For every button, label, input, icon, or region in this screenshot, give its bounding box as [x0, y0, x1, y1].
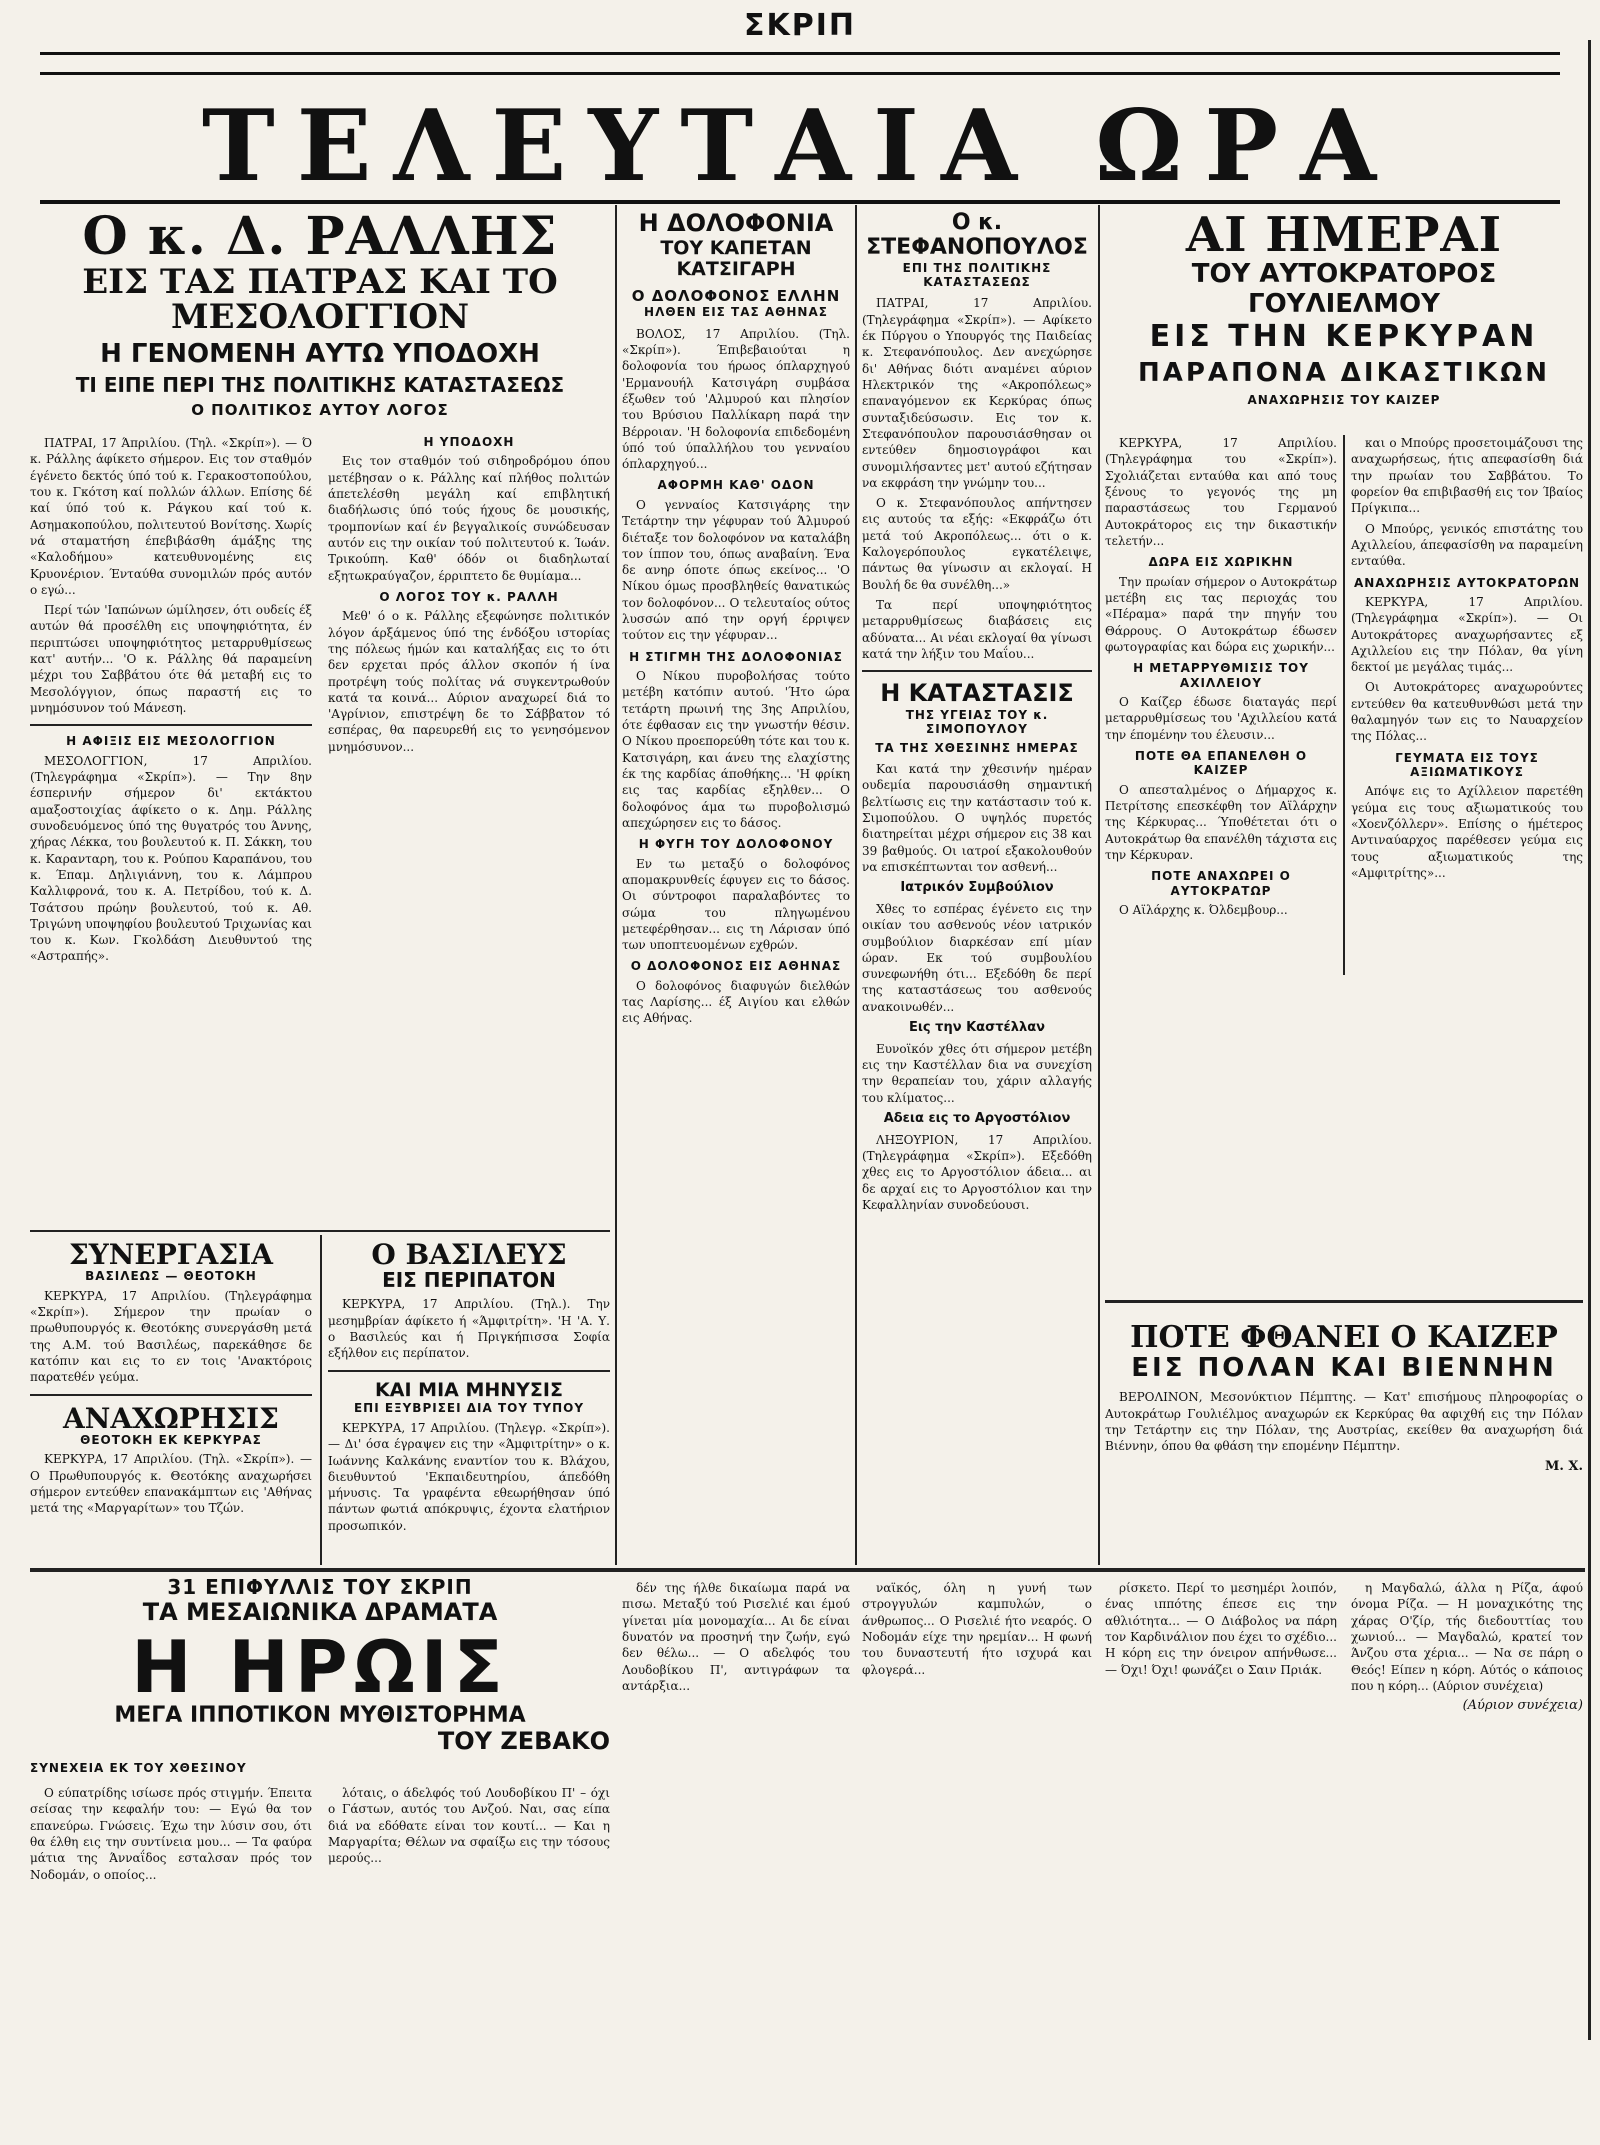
rule: [30, 1394, 312, 1396]
subheadline: ΕΙΣ ΠΕΡΙΠΑΤΟΝ: [382, 1268, 556, 1293]
feuilleton-rule: [30, 1568, 1585, 1572]
section-head: Εις την Καστέλλαν: [908, 1020, 1045, 1036]
paragraph: λόταις, ο άδελφός τού Λουδοβίκου Π' – όχι ο Γάστων, αυτός του Ανζού. Ναι, σας είπα διά να εδόθατε είναι τον κουτί... — Και η Μαργαρίτα; Θέλων να σφαίξω εις την τόσους μερούς...: [328, 1786, 610, 1866]
kaiser-article: [1105, 210, 1583, 1570]
paragraph: Ο δολοφόνος διαφυγών διελθών τας Λαρίσης... έξ Αιγίου και ελθών εις Αθήνας.: [622, 978, 850, 1026]
paragraph: ΛΗΞΟΥΡΙΟΝ, 17 Απριλίου. (Τηλεγράφημα «Σκρίπ»). Εξεδόθη χθες εις το Αργοστόλιον άδεια... αι δε αρχαί εις το Αργοστόλιον και την Κεφαλληνίαν συνοδεύουσι.: [862, 1132, 1092, 1212]
feuilleton-column: [1351, 1580, 1583, 2130]
page-edge-rule: [1588, 40, 1591, 2040]
headline: ΑΝΑΧΩΡΗΣΙΣ: [63, 1401, 279, 1435]
paragraph: ΠΑΤΡΑΙ, 17 Άπριλίου. (Τηλ. «Σκρίπ»). — Ό κ. Ράλλης άφίκετο σήμερον. Εις τον σταθμόν έγένετο δεκτός ύπό τού κ. Γερακοστοπούλου, του κ. Γκότση καί πολλών άλλων. Επίσης δέ καί ύπό τού κ. Ράγκου καί τού κ. Ασημακοπούλου, πολιτευτού Βονίτσης. Χωρίς νά σταματήση έπεβιβάσθη άμάξης της «Καλοδήμου» κατευθυνομένης εις Κρυονέριον. Ένταύθα συνομιλών πρός αυτόν ο εγώ...: [30, 436, 312, 597]
paragraph: δέν της ήλθε δικαίωμα παρά να πισω. Μεταξύ τού Ρισελιέ και έμού γίνεται μία μονομαχία... Αι δε είναι δυνατόν να προσηνή την ζωήν, εγώ δεν θέλω... — Ο αδελφός του Λουδοβίκου Π', αντιγράφων τα αντάρξια...: [622, 1581, 850, 1693]
paragraph: Και κατά την χθεσινήν ημέραν ουδεμία παρουσιάσθη σημαντική βελτίωσις εις την κατάστασιν τού κ. Σιμοπούλου. Ο υψηλός πυρετός διατηρείται μέχρι σήμερον εις 38 και 39 βαθμούς. Οι ιατροί εξακολουθούν να επισκέπτωνται τον ασθενή...: [862, 762, 1092, 874]
feuilleton-number: 31 ΕΠΙΦΥΛΛΙΣ ΤΟΥ ΣΚΡΙΠ: [167, 1575, 473, 1599]
paragraph: ΚΕΡΚΥΡΑ, 17 Απριλίου. (Τηλεγρ. «Σκρίπ»). — Δι' όσα έγραψεν εις την «Άμφιτρίτην» ο κ. Ιωάννης Καλκάνης εναντίον του κ. Βλάχου, διευθυντού 'Εκπαιδευτηρίου, άπεδόθη μήνυσις. Τα γραφέντα εθεωρήθησαν ύπό πάντων φωτιά απόκρυψις, έχοντα ελατήριον προσωπικόν.: [328, 1420, 610, 1533]
paragraph: Ο Μπούρς, γενικός επιστάτης του Αχιλλείου, άπεφασίσθη να παραμείνη ενταύθα.: [1351, 521, 1583, 569]
paragraph: Εις τον σταθμόν τού σιδηροδρόμου όπου μετέβησαν ο κ. Ράλλης καί πλήθος πολιτών άπετελέσθη μεγάλη καί επιβλητική διαδήλωσις ύπό τούς ήχους δε μουσικής, τρομπονίων καί έν βεγγαλικοίς συνώδευσαν αυτόν εις την οικίαν τού πολιτευτού κ. Ίωάν. Τρικούπη. Καθ' όδόν οι διαδηλωταί εξητωκραύγαζον, έρριπτετο δε θυμίαμα...: [328, 454, 610, 583]
kicker: ΤΙ ΕΙΠΕ ΠΕΡΙ ΤΗΣ ΠΟΛΙΤΙΚΗΣ ΚΑΤΑΣΤΑΣΕΩΣ: [75, 372, 565, 397]
subheadline: ΤΟΥ ΚΑΠΕΤΑΝ ΚΑΤΣΙΓΑΡΗ: [660, 236, 812, 281]
section-head: Αδεια εις το Αργοστόλιον: [883, 1110, 1071, 1126]
kicker: ΗΛΘΕΝ ΕΙΣ ΤΑΣ ΑΘΗΝΑΣ: [644, 305, 828, 320]
kicker: Η ΓΕΝΟΜΕΝΗ ΑΥΤΩ ΥΠΟΔΟΧΗ: [100, 338, 540, 369]
section-head: ΠΟΤΕ ΘΑ ΕΠΑΝΕΛΘΗ Ο ΚΑΙΖΕΡ: [1134, 748, 1308, 778]
rule: [328, 1370, 610, 1372]
subheadline: ΕΠΙ ΕΞΥΒΡΙΣΕΙ ΔΙΑ ΤΟΥ ΤΥΠΟΥ: [353, 1401, 585, 1416]
headline: ΑΙ ΗΜΕΡΑΙ: [1185, 210, 1503, 263]
column-rule: [855, 205, 857, 1565]
paragraph: Απόψε εις το Αχίλλειον παρετέθη γεύμα εις τους αξιωματικούς του «Χοενζόλλερν». Επίσης ο ήμέτερος Αντιναύαρχος παρέθεσεν γεύμα εις τους αξιωματικούς της «Αμφιτρίτης»...: [1351, 784, 1583, 881]
stefanopoulos-article: [862, 210, 1092, 1570]
feuilleton-header: [30, 1575, 610, 2135]
rule: [40, 52, 1560, 55]
rule: [40, 72, 1560, 75]
paragraph: Ο απεσταλμένος ο Δήμαρχος κ. Πετρίτσης επεσκέφθη τον Αϊλάρχην της Κέρκυρας... Ύποθέτεται ότι ο Αυτοκράτωρ θα επανέλθη τάχιστα εις την Κέρκυραν.: [1105, 782, 1337, 862]
paragraph: Τα περί υποψηφιότητος μεταρρυθμίσεως διαβάσεις εις αδύνατα... Αι νέαι εκλογαί θα γίνωσι κατά την λήξιν του Μαΐου...: [862, 598, 1092, 661]
paragraph: Εν τω μεταξύ ο δολοφόνος απομακρυνθείς έφυγεν εις το δάσος. Οι σύντροφοι παραλαβόντες το σώμα του πληγωμένου μετεφέρθησαν... εις τη Λάρισαν ύπό των υποπτευομένων εχθρών.: [622, 856, 850, 953]
paragraph: Χθες το εσπέρας έγένετο εις την οικίαν του ασθενούς νέον ιατρικόν συμβούλιον διαρκέσαν επί μίαν ώραν. Εκ τού συμβουλίου συνεφωνήθη ότι... Εξεδόθη δε περί της καταστάσεως του ασθενούς ανακοινωθέν...: [862, 901, 1092, 1014]
paragraph: Ο γενναίος Κατσιγάρης την Τετάρτην την γέφυραν τού Άλμυρού διέταξε τον δολοφόνον να καταλάβη τον ίππον του, όπως αναβαίνη. Ένα δε ανηρ όποτε όπως εκείνος... 'Ο Νίκου όμως προσβληθείς θανατικώς τον δολοφόνον... Ο τελευταίος ούτος λυσσών από την οργή έρριψεν τούτον εις την γέφυραν...: [622, 497, 850, 643]
kicker: ΑΝΑΧΩΡΗΣΙΣ ΤΟΥ ΚΑΙΖΕΡ: [1247, 392, 1441, 407]
paragraph: Ο Καίζερ έδωσε διαταγάς περί μεταρρυθμίσεως του 'Αχιλλείου κατά την έπομένην του έλευσιν...: [1105, 694, 1337, 742]
novel-subtitle: ΜΕΓΑ ΙΠΠΟΤΙΚΟΝ ΜΥΘΙΣΤΟΡΗΜΑ: [114, 1702, 526, 1728]
subheadline: ΕΙΣ ΤΑΣ ΠΑΤΡΑΣ ΚΑΙ ΤΟ ΜΕΣΟΛΟΓΓΙΟΝ: [82, 261, 558, 338]
pola-article: [1105, 1322, 1583, 1474]
paragraph: Την πρωίαν σήμερον ο Αυτοκράτωρ μετέβη εις τας περιοχάς του «Πέραμα» παρά την πηγήν του Θάρρους. Ο Αυτοκράτωρ έδωσεν φωτογραφίας και δώρα εις χωρικήν...: [1105, 574, 1337, 654]
column-rule: [320, 1235, 322, 1565]
section-head: Ιατρικόν Συμβούλιον: [900, 880, 1054, 896]
headline: ΠΟΤΕ ΦΘΑΝΕΙ Ο ΚΑΙΖΕΡ: [1130, 1320, 1558, 1355]
column-rule: [1343, 435, 1345, 975]
paragraph: ΚΕΡΚΥΡΑ, 17 Απριλίου. (Τηλεγράφημα του «Σκρίπ»). Σχολιάζεται ενταύθα και από τους ξένους το γεγονός της μη παραστάσεως του Γερμανού Αυτοκράτορος εις την δικαστικήν τελετήν...: [1105, 436, 1337, 548]
paragraph: ΚΕΡΚΥΡΑ, 17 Απριλίου. (Τηλεγράφημα «Σκρίπ»). Σήμερον την πρωίαν ο πρωθυπουργός κ. Θεοτόκης συνεργάσθη μετά της Α.Μ. τού Βασιλέως, παρεκάθησε δε κατόπιν και εις το εν τοις 'Ανακτόροις παρατεθέν γεύμα.: [30, 1288, 312, 1385]
section-head: ΑΝΑΧΩΡΗΣΙΣ ΑΥΤΟΚΡΑΤΟΡΩΝ: [1353, 575, 1581, 590]
rule: [30, 724, 312, 726]
column-rule: [1098, 205, 1100, 1565]
feuilleton-column: [622, 1580, 850, 2130]
headline: Ο ΒΑΣΙΛΕΥΣ: [371, 1238, 567, 1271]
kicker: ΠΑΡΑΠΟΝΑ ΔΙΚΑΣΤΙΚΩΝ: [1137, 357, 1551, 388]
paragraph: ρίσκετο. Περί το μεσημέρι λοιπόν, ένας ιππότης έπεσε εις την αθλιότητα... — Ο Διάβολος να πάρη τον Καρδινάλιον που έχει το σχέδιο... Η κόρη εις την όνειρον απήνθωσε... — Όχι! Όχι! φωνάζει ο Σαιν Πριάκ.: [1105, 1581, 1337, 1677]
feuilleton-column: [1105, 1580, 1337, 2130]
section-head: Η ΦΥΓΗ ΤΟΥ ΔΟΛΟΦΟΝΟΥ: [638, 837, 834, 852]
kicker: Ο ΠΟΛΙΤΙΚΟΣ ΑΥΤΟΥ ΛΟΓΟΣ: [191, 400, 449, 419]
section-head: Η ΜΕΤΑΡΡΥΘΜΙΣΙΣ ΤΟΥ ΑΧΙΛΛΕΙΟΥ: [1133, 661, 1309, 690]
subheadline: ΘΕΟΤΟΚΗ ΕΚ ΚΕΡΚΥΡΑΣ: [80, 1433, 262, 1448]
paragraph: ΚΕΡΚΥΡΑ, 17 Απριλίου. (Τηλεγράφημα «Σκρίπ»). — Οι Αυτοκράτορες αναχωρήσαντες εξ Αχιλλείου εις την Πόλαν, θα γίνη δεκτοί με μεγάλας τιμάς...: [1351, 594, 1583, 675]
kicker: ΤΑ ΤΗΣ ΧΘΕΣΙΝΗΣ ΗΜΕΡΑΣ: [875, 740, 1079, 755]
headline: ΣΥΝΕΡΓΑΣΙΑ: [69, 1238, 273, 1271]
paragraph: ΚΕΡΚΥΡΑ, 17 Απριλίου. (Τηλ.). Την μεσημβρίαν άφίκετο ή «Άμφιτρίτη». 'Η 'Α. Υ. ο Βασιλεύς και ή Πριγκήπισσα Σοφία εξήλθον εις περίπατον.: [328, 1297, 610, 1361]
rule: [862, 670, 1092, 672]
rule: [40, 200, 1560, 204]
paragraph: Ο εύπατρίδης ισίωσε πρός στιγμήν. Έπειτα σείσας την κεφαλήν του: — Εγώ θα τον επανεύρω. Γνώσεις. Έχω την λύσιν σου, ότι θα έλθη εις την συντίνεια μου... — Τα φαύρα μάτια της Άνναΐδος εσταλσαν πρός τον Νοδομάν, ο οποίος...: [30, 1786, 312, 1882]
signature: Μ. Χ.: [1544, 1458, 1583, 1474]
section-head: ΔΩΡΑ ΕΙΣ ΧΩΡΙΚΗΝ: [1148, 555, 1294, 570]
feuilleton-column: [862, 1580, 1092, 2130]
novel-author: ΤΟΥ ΖΕΒΑΚΟ: [437, 1726, 610, 1755]
section-head: Ο ΛΟΓΟΣ ΤΟΥ κ. ΡΑΛΛΗ: [379, 589, 559, 604]
section-head: Η ΣΤΙΓΜΗ ΤΗΣ ΔΟΛΟΦΟΝΙΑΣ: [629, 649, 843, 664]
continued-note: (Αύριον συνέχεια): [1462, 1698, 1583, 1714]
paragraph: ΒΟΛΟΣ, 17 Απριλίου. (Τηλ. «Σκρίπ»). Έπιβεβαιούται η δολοφονία του ήρωος όπλαρχηγού 'Ερμανουήλ Κατσιγάρη συμβάσα έξωθεν τού 'Αλμυρού και πλησίον του Βρύσιου Παλλίκαρη παρά την Βέρροιαν. 'Η δολοφονία επιδεδομένη ύπό τού ύπαλλήλου του γενναίου όπλαρχηγού...: [622, 326, 850, 472]
section-head: ΑΦΟΡΜΗ ΚΑΘ' ΟΔΟΝ: [657, 478, 815, 493]
rallis-article: [30, 210, 610, 1570]
section-head: ΠΟΤΕ ΑΝΑΧΩΡΕΙ Ο ΑΥΤΟΚΡΑΤΩΡ: [1151, 869, 1291, 898]
paragraph: ΚΕΡΚΥΡΑ, 17 Απριλίου. (Τηλ. «Σκρίπ»). — Ο Πρωθυπουργός κ. Θεοτόκης αναχωρήσει σήμερον εντεύθεν επανακάμπτων εις 'Αθήνας μετά της «Μαργαρίτων» του Τζών.: [30, 1452, 312, 1516]
paragraph: η Μαγδαλώ, άλλα η Ρίζα, άφού όνομα Ρίζα. — Η μοναχικότης της χάρας Ο'ζίρ, τής διεδουττίας του χωνιού... — Μαγδαλώ, κρατεί τον Άνζου στα χέρια... — Να σε πάρη ο Θεός! Είπεν η κόρη. Αύτός ο κάποιος που η κόρη... (Αύριον συνέχεια): [1351, 1581, 1583, 1693]
banner-title: ΤΕΛΕΥΤΑΙΑ ΩΡΑ: [201, 89, 1399, 204]
katsigari-article: [622, 210, 850, 1570]
paragraph: Ο Αϊλάρχης κ. Όλδεμβουρ...: [1119, 902, 1288, 917]
column-rule: [615, 205, 617, 1565]
paragraph: και ο Μπούρς προσετοιμάζουσι της αναχωρήσεως, ήτις απεφασίσθη διά την πρωίαν του Σαββάτου. Το φορείον θα επιβιβασθή εις τον Ίβαίος Πρίγκιπα...: [1351, 436, 1583, 516]
continuation-note: ΣΥΝΕΧΕΙΑ ΕΚ ΤΟΥ ΧΘΕΣΙΝΟΥ: [30, 1761, 247, 1776]
paragraph: Ευνοϊκόν χθες ότι σήμερον μετέβη εις την Καστέλλαν δια να συνεχίση την θεραπείαν του, χάριν αλλαγής του κλίματος...: [862, 1041, 1092, 1105]
headline: Ο κ. ΣΤΕΦΑΝΟΠΟΥΛΟΣ: [866, 210, 1088, 261]
headline: Ο κ. Δ. ΡΑΛΛΗΣ: [82, 210, 558, 267]
paragraph: Ο Νίκου πυροβολήσας τούτο μετέβη κατόπιν αυτού. 'Ήτο ώρα τετάρτη πρωινή της 3ης Απριλίου, ότε έφθασαν εις την γνωστήν θέσιν. Ο Νίκου προεπορεύθη τότε και του κ. Κατσιγάρη, και άνευ της ελαχίστης έκ της καρδίας άποθήκης... 'Η φρίκη εις τας καρδίας εξηλθεν... Ο δολοφόνος άμα τω πυροβολισμώ απεχώρησεν εις το δάσος.: [622, 669, 850, 830]
paper-name: ΣΚΡΙΠ: [744, 8, 856, 43]
paragraph: ναϊκός, όλη η γυνή των στρογγυλών καμπυλών, ο άνθρωπος... Ο Ρισελιέ ήτο νεαρός. Ο Νοδομάν είχε την ηρεμίαν... Η φωνή του δυναστευτή ήτο ισχυρά και φλογερά...: [862, 1581, 1092, 1677]
headline: ΚΑΙ ΜΙΑ ΜΗΝΥΣΙΣ: [375, 1378, 563, 1401]
paragraph: ΒΕΡΟΛΙΝΟΝ, Μεσονύκτιον Πέμπτης. — Κατ' επισήμους πληροφορίας ο Αυτοκράτωρ Γουλιέλμος αναχωρών εκ Κερκύρας θα αφιχθή εις την Πόλαν την Τετάρτην εις την Πόλαν, της Αυστρίας, εκείθεν θα αναχωρήση διά Βιέννην, όπου θα φθάση την επομένην Πέμπτην.: [1105, 1390, 1583, 1454]
rule: [30, 1230, 610, 1232]
subheadline: ΤΟΥ ΑΥΤΟΚΡΑΤΟΡΟΣ ΓΟΥΛΙΕΛΜΟΥ: [1191, 259, 1497, 320]
paragraph: ΠΑΤΡΑΙ, 17 Απριλίου. (Τηλεγράφημα «Σκρίπ»). — Αφίκετο έκ Πύργου ο Υπουργός της Παιδείας κ. Στεφανόπουλος. Δεν ανεχώρησε δι' Αθήνας διότι αναμένει αύριον Ηλεκτρικόν της «Ακροπόλεως» επαναγόμενον εκ Κερκύρας όπως συνταξιδεύσωσιν. Εις τον κ. Στεφανόπουλον παρουσιάσθησαν οι εντεύθεν δημοσιογράφοι και συνομιλήσαντες μετ' αυτού εζήτησαν να εκφράση την γνώμην του...: [862, 296, 1092, 490]
subheadline: ΒΑΣΙΛΕΩΣ — ΘΕΟΤΟΚΗ: [85, 1269, 257, 1284]
subheadline: ΕΠΙ ΤΗΣ ΠΟΛΙΤΙΚΗΣ ΚΑΤΑΣΤΑΣΕΩΣ: [902, 260, 1052, 289]
paragraph: Μεθ' ό ο κ. Ράλλης εξεφώνησε πολιτικόν λόγον άρξάμενος ύπό της ένδόξου ιστορίας της πόλεως ήμών και καταλήξας εις το ότι δεν ερχεται πρός άλλον σκοπόν ή ίνα προτρέψη τούς πολίτας νά συγκεντρωθούν κατά τα κοινά... Αύριον αναχωρεί διά το 'Αγρίνιον, επιστρέψη δε το Σάββατον τό εσπέρας, θα παρευρεθή εις το γενησόμενον μνημόσυνον...: [328, 609, 610, 754]
section-head: Η ΑΦΙΞΙΣ ΕΙΣ ΜΕΣΟΛΟΓΓΙΟΝ: [66, 734, 276, 749]
paragraph: Περί τών 'Ιαπώνων ώμίλησεν, ότι ουδείς έξ αυτών θά προσέλθη εις υποψηφιότητα, έν περιπτώσει υποψηφιότητος μεταρρυθμίσεως κατ' αυτήν... 'Ο κ. Ράλλης θά παραμείνη μέχρι του Σαββάτου ότε θά μεταβή εις το Μεσολόγγιον, όπως παραστή εις το μνημόσυνον τού Μάνεση.: [30, 603, 312, 715]
section-head: Η ΥΠΟΔΟΧΗ: [423, 435, 515, 449]
headline: Η ΚΑΤΑΣΤΑΣΙΣ: [880, 679, 1074, 708]
paragraph: Οι Αυτοκράτορες αναχωρούντες εντεύθεν θα κατευθυνθώσι μετά την θαλαμηγόν των εις το Ναυαρχείον της Πόλας...: [1351, 680, 1583, 744]
kicker: Ο ΔΟΛΟΦΟΝΟΣ ΕΛΛΗΝ: [631, 287, 841, 306]
headline: Η ΔΟΛΟΦΟΝΙΑ: [638, 210, 834, 237]
subheadline: ΕΙΣ ΤΗΝ ΚΕΡΚΥΡΑΝ: [1149, 319, 1539, 355]
series-title: ΤΑ ΜΕΣΑΙΩΝΙΚΑ ΔΡΑΜΑΤΑ: [142, 1598, 498, 1626]
novel-title: Η ΗΡΩΙΣ: [131, 1624, 509, 1709]
rule: [1105, 1300, 1583, 1303]
paragraph: ΜΕΣΟΛΟΓΓΙΟΝ, 17 Απριλίου. (Τηλεγράφημα «Σκρίπ»). — Την 8ην έσπερινήν σήμερον δι' εκτάκτου αμαξοστοιχίας άφίκετο ο κ. Δημ. Ράλλης συνοδευόμενος ύπό της θυγατρός του Άννης, χήρας Λέκκα, του βουλευτού κ. Π. Σάκκη, του κ. Καρανταρη, του κ. Ρούπου Καραπάνου, του κ. Έπαμ. Δηλιγιάννη, του κ. Λάμπρου Καλλιφρονά, του κ. Α. Πετρίδου, τού κ. Δ. Τσάτσου πρώην βουλευτού, τού κ. Αθ. Τριγώνη υποψηφίου βουλευτού Τριχωνίας και του κ. Κων. Γκολδάση Διευθυντού της «Αστραπής».: [30, 753, 312, 964]
section-head: Ο ΔΟΛΟΦΟΝΟΣ ΕΙΣ ΑΘΗΝΑΣ: [630, 959, 842, 974]
subheadline: ΤΗΣ ΥΓΕΙΑΣ ΤΟΥ κ. ΣΙΜΟΠΟΥΛΟΥ: [905, 707, 1049, 737]
section-head: ΓΕΥΜΑΤΑ ΕΙΣ ΤΟΥΣ ΑΞΙΩΜΑΤΙΚΟΥΣ: [1395, 750, 1539, 780]
paragraph: Ο κ. Στεφανόπουλος απήντησεν εις αυτούς τα εξής: «Εκφράζω ότι μετά τού Ακροπόλεως... ότι ο κ. Καλογερόπουλος εγκατέλειψε, πάντως θα γίνωσιν αι εκλογαί. Η Βουλή δε θα συνέλθη...»: [862, 496, 1092, 592]
subheadline: ΕΙΣ ΠΟΛΑΝ ΚΑΙ ΒΙΕΝΝΗΝ: [1131, 1352, 1557, 1383]
